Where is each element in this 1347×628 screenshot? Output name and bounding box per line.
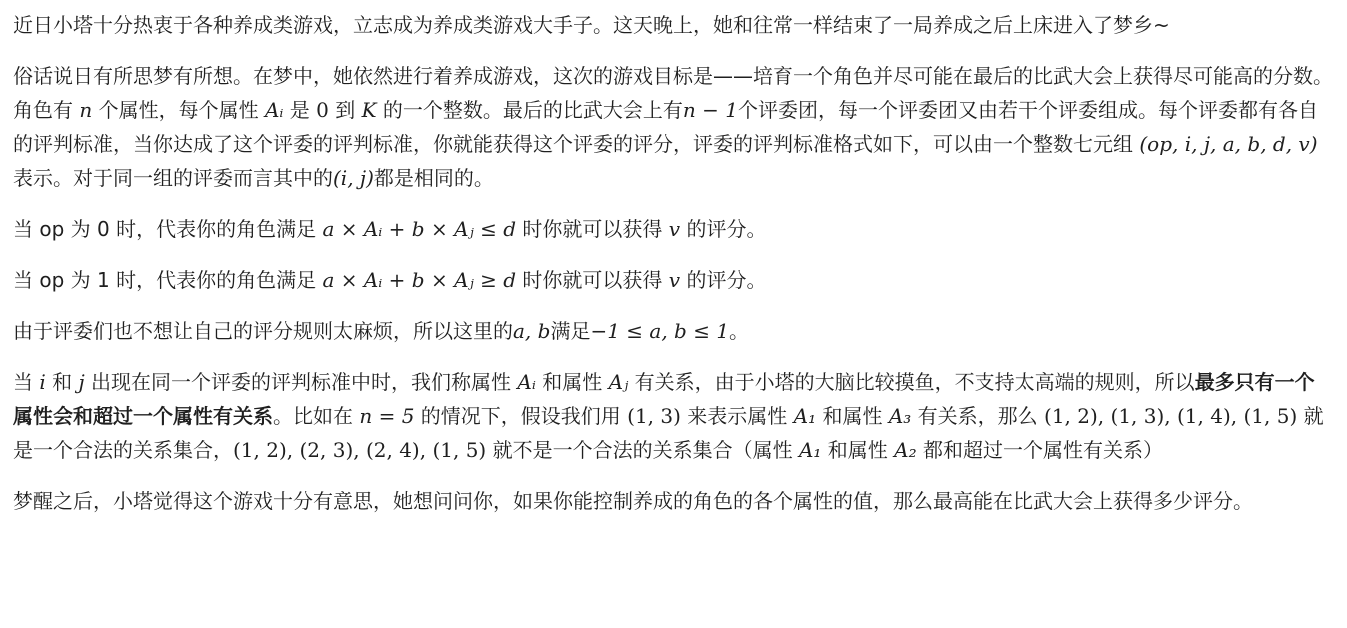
paragraph-question [13,484,1333,518]
text-run: 的评分。 [680,217,767,241]
math-expression: i [39,370,46,394]
paragraph-intro [13,8,1333,42]
math-expression: (i, j) [333,166,374,190]
text-run: 个属性，每个属性 [92,98,265,122]
math-expression: a × Aᵢ + b × Aⱼ ≤ d [322,217,517,241]
math-expression: n = 5 [359,404,415,428]
text-run: 满足 [550,319,591,343]
text-run: 和属性 [816,404,889,428]
text-run: 当 op 为 1 时，代表你的角色满足 [13,268,323,292]
math-expression: Aⱼ [608,370,629,394]
text-run: 都和超过一个属性有关系） [916,438,1163,462]
math-expression: (op, i, j, a, b, d, v) [1139,132,1318,156]
text-run: 。 [729,319,750,343]
text-run: 的评分。 [680,268,767,292]
text-run: 和属性 [535,370,609,394]
text-run: 的一个整数。最后的比武大会上有 [376,98,683,122]
bold-emphasis: 最多只有一个属性会和超过一个属性有关系 [13,370,1315,428]
text-run: 有关系，由于小塔的大脑比较摸鱼，不支持太高端的规则，所以 [628,370,1195,394]
paragraph-ab-constraint [13,314,1333,348]
text-run: 梦醒之后，小塔觉得这个游戏十分有意思，她想问问你，如果你能控制养成的角色的各个属性的值，那么最高能在比武大会上获得多少评分。 [13,489,1253,513]
math-expression: v [668,268,681,292]
text-run: 有关系，那么 [911,404,1045,428]
math-expression: A₃ [888,404,912,428]
math-expression: Aᵢ [264,98,284,122]
math-expression: K [361,98,377,122]
text-run: 俗话说日有所思梦有所想。在梦中，她依然进行着养成游戏，这次的游戏目标是——培育一个角色并尽可能在最后的比武大会上获得尽可能高的分数。角色有 [13,64,1333,122]
text-run: 个评委团，每一个评委团又由若干个评委组成。每个评委都有各自的评判标准，当你达成了这个评委的评判标准，你就能获得这个评委的评分，评委的评判标准格式如下，可以由一个整数七元组 [13,98,1318,156]
text-run: 都是相同的。 [373,166,494,190]
text-run: 当 [13,370,40,394]
math-expression: (1, 3) [627,404,681,428]
math-expression: A₁ [798,438,822,462]
math-expression: −1 ≤ a, b ≤ 1 [590,319,730,343]
text-run: 和 [45,370,79,394]
math-expression: v [668,217,681,241]
math-expression: a, b [513,319,551,343]
paragraph-op-zero [13,212,1333,246]
text-run: 是 [283,98,317,122]
math-expression: n − 1 [682,98,738,122]
text-run: 就是一个合法的关系集合， [13,404,1324,462]
text-run: 时你就可以获得 [516,268,669,292]
math-expression: Aᵢ [517,370,536,394]
paragraph-relation-rule [13,365,1333,467]
text-run: 的情况下，假设我们用 [414,404,628,428]
text-run: 来表示属性 [680,404,794,428]
text-run: 到 [328,98,362,122]
text-run: 就不是一个合法的关系集合（属性 [486,438,799,462]
math-expression: (1, 2), (2, 3), (2, 4), (1, 5) [233,438,487,462]
math-expression: n [79,98,93,122]
text-run: 近日小塔十分热衷于各种养成类游戏，立志成为养成类游戏大手子。这天晚上，她和往常一样结束了一局养成之后上床进入了梦乡~ [13,13,1170,37]
text-run: 当 op 为 0 时，代表你的角色满足 [13,217,323,241]
text-run: 出现在同一个评委的评判标准中时，我们称属性 [84,370,518,394]
text-run: 。比如在 [273,404,360,428]
text-run: 和属性 [821,438,895,462]
text-run: 时你就可以获得 [516,217,669,241]
paragraph-game-rules [13,59,1333,195]
math-expression: j [78,370,85,394]
math-expression: A₂ [894,438,917,462]
math-expression: A₁ [793,404,817,428]
text-run: 表示。对于同一组的评委而言其中的 [13,166,333,190]
math-expression: a × Aᵢ + b × Aⱼ ≥ d [322,268,517,292]
text-run: 由于评委们也不想让自己的评分规则太麻烦，所以这里的 [13,319,513,343]
math-expression: 0 [316,98,329,122]
math-expression: (1, 2), (1, 3), (1, 4), (1, 5) [1044,404,1298,428]
paragraph-op-one [13,263,1333,297]
